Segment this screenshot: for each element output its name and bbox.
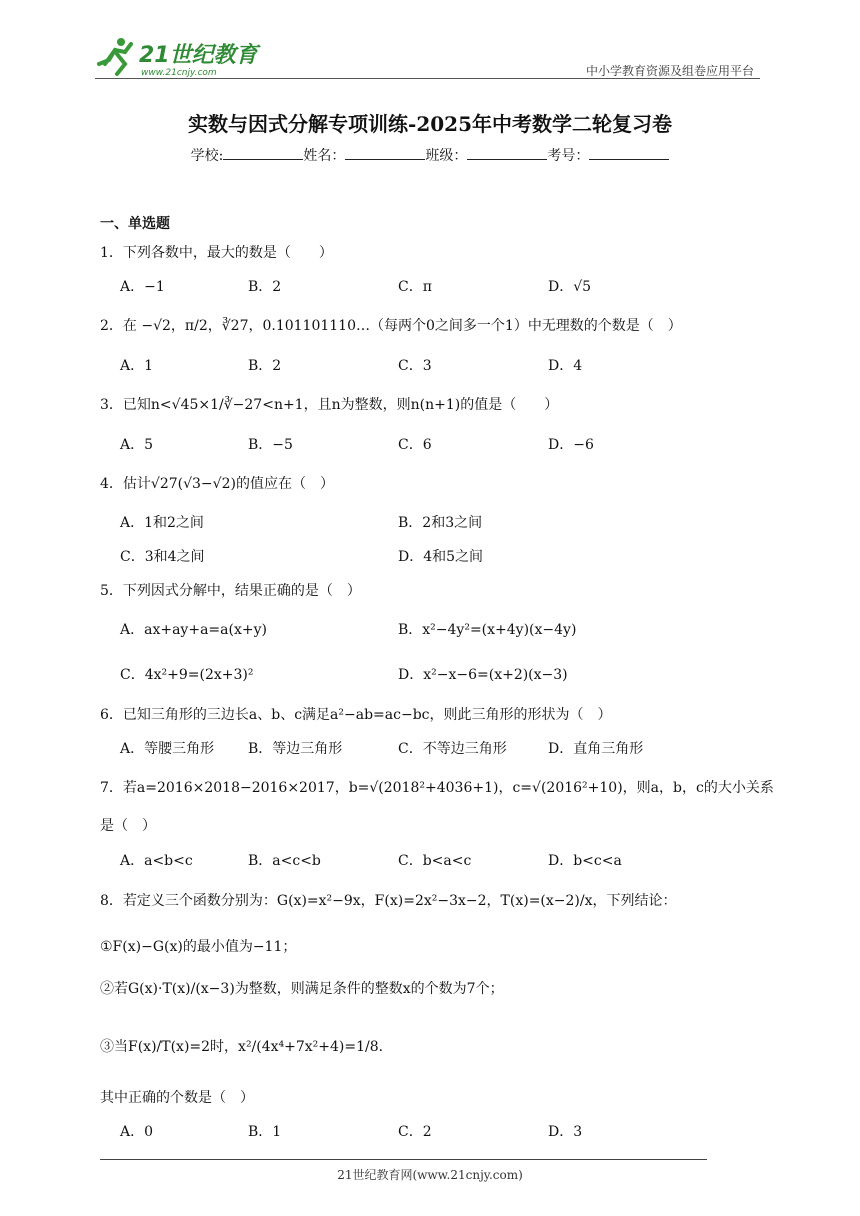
q1-option-d[interactable]: D．√5 — [548, 279, 592, 295]
q4-option-b[interactable]: B．2和3之间 — [398, 515, 483, 531]
logo-url: www.21cnjy.com — [141, 68, 217, 78]
q7-option-a[interactable]: A．a<b<c — [120, 853, 193, 869]
q7-option-d[interactable]: D．b<c<a — [548, 853, 622, 869]
logo-text: 21世纪教育 — [139, 43, 258, 68]
question-3: 3．已知n<√45×1/∛−27<n+1，且n为整数，则n(n+1)的值是（ ） — [100, 397, 559, 413]
question-4: 4．估计√27(√3−√2)的值应在（ ） — [100, 476, 334, 492]
q8-option-d[interactable]: D．3 — [548, 1124, 583, 1140]
question-7: 7．若a=2016×2018−2016×2017，b=√(2018²+4036+1)，c=√(2016²+10)，则a，b，c的大小关系 — [100, 780, 774, 796]
question-8: 8．若定义三个函数分别为：G(x)=x²−9x，F(x)=2x²−3x−2，T(x)=(x−2)/x，下列结论： — [100, 893, 677, 909]
page-title: 实数与因式分解专项训练-2025年中考数学二轮复习卷 — [188, 112, 672, 136]
name-blank[interactable] — [345, 145, 425, 160]
school-label: 学校: — [190, 148, 224, 164]
q5-option-b[interactable]: B．x²−4y²=(x+4y)(x−4y) — [398, 622, 577, 638]
q1-option-a[interactable]: A．−1 — [120, 279, 165, 295]
q8-statement-2: ②若G(x)·T(x)/(x−3)为整数，则满足条件的整数x的个数为7个； — [100, 981, 504, 997]
question-2: 2．在 −√2，π/2，∛27，0.101101110…（每两个0之间多一个1）中无理数的个数是（ ） — [100, 318, 682, 334]
section-heading: 一、单选题 — [100, 216, 170, 232]
q3-option-d[interactable]: D．−6 — [548, 437, 594, 453]
q5-option-c[interactable]: C．4x²+9=(2x+3)² — [120, 667, 254, 683]
q7-option-b[interactable]: B．a<c<b — [248, 853, 321, 869]
question-7-cont: 是（ ） — [100, 818, 156, 834]
logo — [95, 34, 265, 80]
q1-option-c[interactable]: C．π — [398, 279, 432, 295]
name-label: 姓名： — [303, 148, 346, 164]
q8-statement-1: ①F(x)−G(x)的最小值为−11； — [100, 939, 297, 955]
question-1: 1．下列各数中，最大的数是（ ） — [100, 245, 333, 261]
class-blank[interactable] — [467, 145, 547, 160]
q6-option-c[interactable]: C．不等边三角形 — [398, 741, 507, 757]
q4-option-c[interactable]: C．3和4之间 — [120, 549, 205, 565]
q8-statement-3: ③当F(x)/T(x)=2时，x²/(4x⁴+7x²+4)=1/8． — [100, 1039, 393, 1055]
q6-option-d[interactable]: D．直角三角形 — [548, 741, 644, 757]
runner-icon — [99, 38, 131, 74]
q4-option-a[interactable]: A．1和2之间 — [120, 515, 204, 531]
question-6: 6．已知三角形的三边长a、b、c满足a²−ab=ac−bc，则此三角形的形状为（ ） — [100, 707, 612, 723]
school-blank[interactable] — [223, 145, 303, 160]
q3-option-c[interactable]: C．6 — [398, 437, 432, 453]
q6-option-b[interactable]: B．等边三角形 — [248, 741, 343, 757]
exam-no-blank[interactable] — [589, 145, 669, 160]
q6-option-a[interactable]: A．等腰三角形 — [120, 741, 215, 757]
q5-option-d[interactable]: D．x²−x−6=(x+2)(x−3) — [398, 667, 568, 683]
q4-option-d[interactable]: D．4和5之间 — [398, 549, 484, 565]
q2-option-c[interactable]: C．3 — [398, 358, 432, 374]
q8-option-c[interactable]: C．2 — [398, 1124, 432, 1140]
q3-option-b[interactable]: B．−5 — [248, 437, 293, 453]
q5-option-a[interactable]: A．ax+ay+a=a(x+y) — [120, 622, 267, 638]
q2-option-a[interactable]: A．1 — [120, 358, 154, 374]
q2-option-d[interactable]: D．4 — [548, 358, 583, 374]
header-divider — [95, 78, 760, 79]
q8-option-a[interactable]: A．0 — [120, 1124, 154, 1140]
exam-no-label: 考号： — [547, 148, 590, 164]
q8-option-b[interactable]: B．1 — [248, 1124, 282, 1140]
q3-option-a[interactable]: A．5 — [120, 437, 154, 453]
q2-option-b[interactable]: B．2 — [248, 358, 282, 374]
q1-option-b[interactable]: B．2 — [248, 279, 282, 295]
class-label: 班级： — [425, 148, 468, 164]
q8-ask: 其中正确的个数是（ ） — [100, 1090, 254, 1106]
question-5: 5．下列因式分解中，结果正确的是（ ） — [100, 583, 361, 599]
platform-name: 中小学教育资源及组卷应用平台 — [585, 64, 754, 78]
footer-divider — [100, 1159, 707, 1160]
q7-option-c[interactable]: C．b<a<c — [398, 853, 472, 869]
footer-text: 21世纪教育网(www.21cnjy.com) — [337, 1168, 523, 1182]
info-line — [0, 145, 860, 165]
